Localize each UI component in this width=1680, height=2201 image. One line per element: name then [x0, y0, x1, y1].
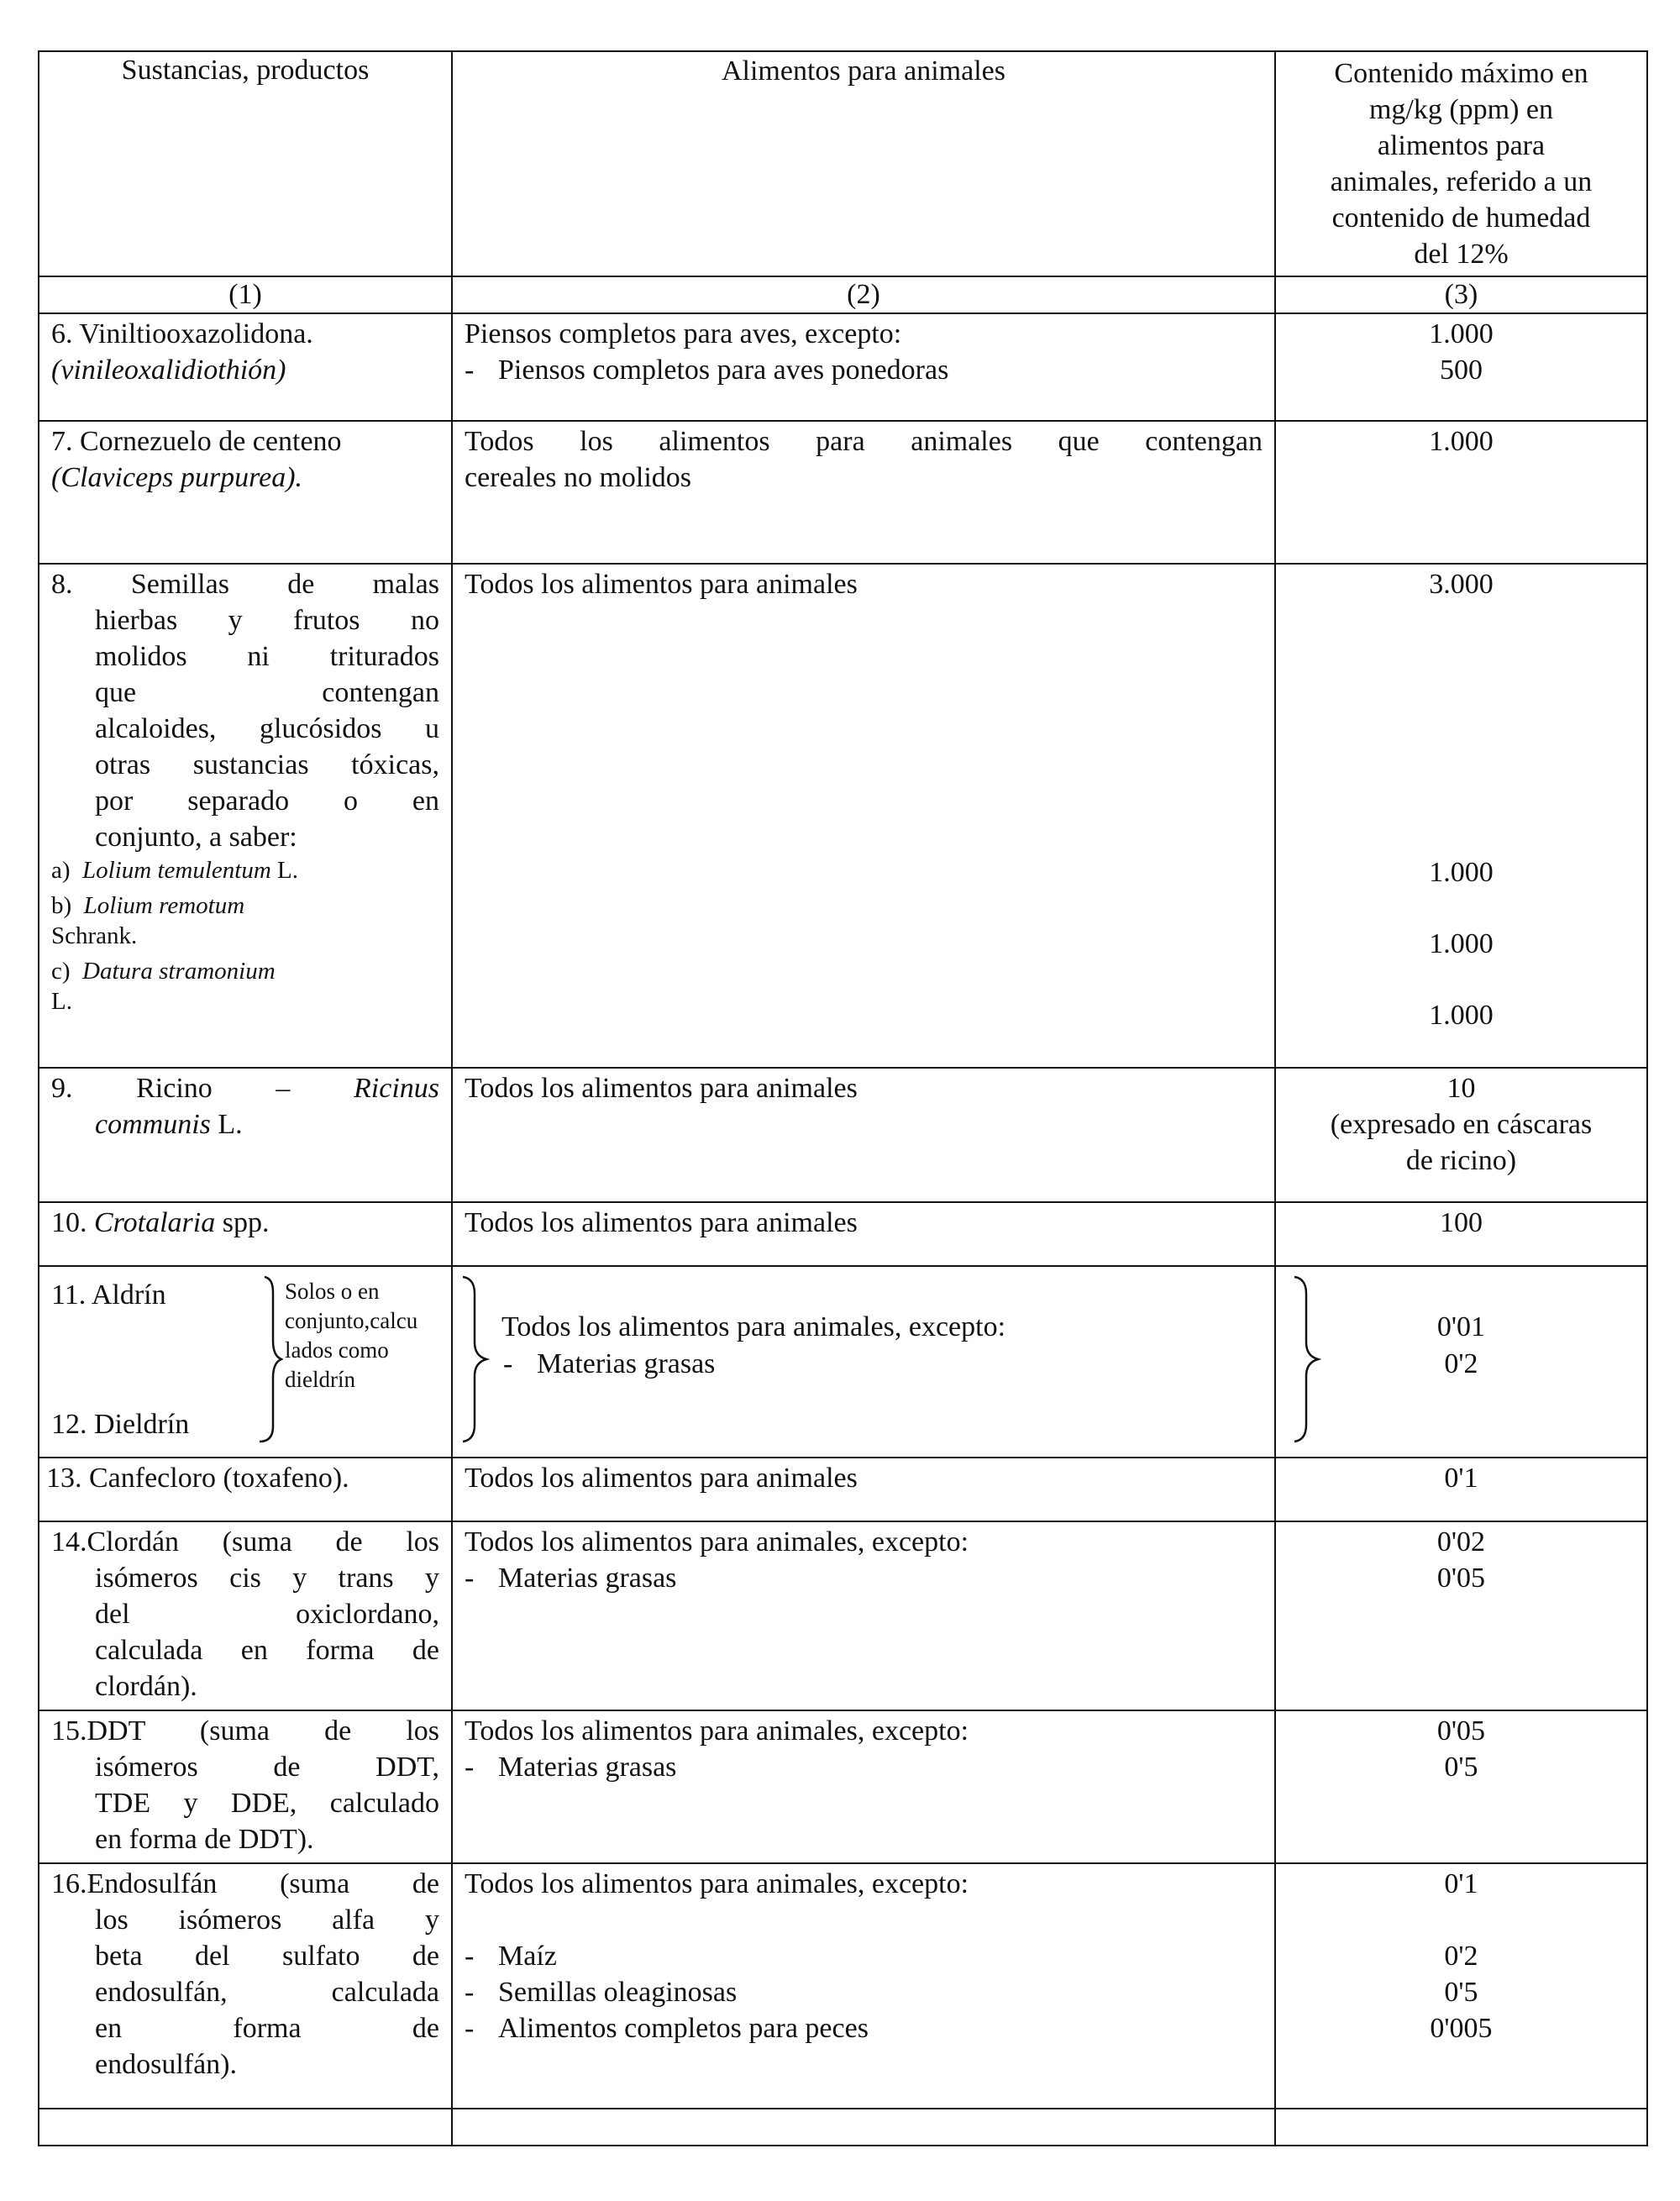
substance-line: 15.DDT (suma de los — [51, 1715, 439, 1747]
substance-cell — [39, 1266, 452, 1458]
feed-exception — [465, 1749, 1263, 1785]
empty-cell — [39, 2109, 452, 2146]
substance-name: 12. Dieldrín — [51, 1409, 190, 1440]
value: 0'05 — [1436, 1715, 1486, 1747]
substance-cell — [39, 1521, 452, 1710]
substance-line: endosulfán). — [95, 2049, 238, 2080]
table-row — [39, 1068, 1647, 1202]
feed-exception — [465, 352, 1263, 388]
species-author: Schrank. — [51, 922, 138, 949]
value: 0'01 — [1436, 1311, 1486, 1342]
sub-item-marker: a) — [51, 857, 71, 884]
substance-cell — [39, 1863, 452, 2109]
species-name: Crotalaria — [94, 1207, 216, 1238]
substance-line: que contengan — [95, 677, 439, 708]
header-max-line: animales, referido a un — [1330, 166, 1593, 197]
spacer — [465, 1902, 1263, 1938]
value-cell — [1275, 1068, 1647, 1202]
feed-exception — [465, 1560, 1263, 1596]
substance-alt-name: (vinileoxalidiothión) — [51, 355, 286, 386]
dash: - — [465, 1563, 475, 1594]
substance-line: calculada en forma de — [95, 1635, 439, 1666]
substance-line: endosulfán, calculada — [95, 1977, 439, 2008]
note-line: dieldrín — [285, 1367, 355, 1392]
feed-text: Todos los alimentos para animales — [465, 1073, 858, 1104]
substance-line: molidos ni triturados — [95, 641, 439, 672]
feed-exception-text: Materias grasas — [498, 1563, 677, 1594]
substance-cell — [39, 1202, 452, 1266]
empty-cell — [1275, 2109, 1647, 2146]
table-row — [39, 313, 1647, 421]
header-max-line: alimentos para — [1377, 130, 1546, 161]
feed-text: Todos los alimentos para animales, excepto: — [465, 1715, 969, 1747]
substance-line: 14.Clordán (suma de los — [51, 1526, 439, 1558]
value: 0'1 — [1444, 1868, 1478, 1899]
value-cell — [1275, 1266, 1647, 1458]
substance-name: 6. Viniltiooxazolidona. — [51, 318, 313, 349]
substance-line: del oxiclordano, — [95, 1599, 439, 1630]
substance-alt-name: (Claviceps purpurea). — [51, 462, 303, 493]
substance-line: otras sustancias tóxicas, — [95, 749, 439, 780]
dash: - — [465, 1977, 475, 2008]
header-max-line: Contenido máximo en — [1334, 58, 1588, 89]
feed-exception-text: Materias grasas — [537, 1348, 716, 1379]
feed-cell — [452, 1068, 1275, 1202]
table-row — [39, 1863, 1647, 2109]
feed-exception-text: Alimentos completos para peces — [498, 2013, 869, 2044]
feed-exception — [503, 1346, 715, 1382]
header-substances: Sustancias, productos — [39, 51, 452, 276]
value: 0'05 — [1436, 1563, 1486, 1594]
table-row — [39, 1458, 1647, 1521]
substance-line: alcaloides, glucósidos u — [95, 713, 439, 744]
substance-line — [51, 1070, 439, 1106]
feed-cell — [452, 1266, 1275, 1458]
species-author: L. — [51, 988, 72, 1015]
feed-exception — [465, 1938, 1263, 1974]
dash: - — [465, 355, 475, 386]
substance-line: beta del sulfato de — [95, 1941, 439, 1972]
species-author: L. — [277, 857, 298, 884]
feed-cell — [452, 1710, 1275, 1863]
value-cell — [1275, 1863, 1647, 2109]
species-name: Lolium remotum — [83, 892, 245, 919]
substance-cell — [39, 564, 452, 1068]
column-number-3: (3) — [1275, 276, 1647, 313]
substance-line: en forma de — [95, 2013, 439, 2044]
value: 0'2 — [1444, 1941, 1478, 1972]
dash: - — [503, 1348, 513, 1379]
value: 10 — [1446, 1073, 1476, 1104]
table-row — [39, 1710, 1647, 1863]
substance-number: 10. — [51, 1207, 87, 1238]
feed-exception-text: Maíz — [498, 1941, 557, 1972]
table-row — [39, 421, 1647, 564]
feed-cell — [452, 564, 1275, 1068]
value-cell — [1275, 1202, 1647, 1266]
substances-table — [38, 50, 1648, 2146]
sub-item-b — [51, 890, 439, 921]
note-line: Solos o en — [285, 1279, 380, 1304]
feed-text: Todos los alimentos para animales, excepto: — [501, 1311, 1006, 1342]
header-feed: Alimentos para animales — [452, 51, 1275, 276]
column-number-row — [39, 276, 1647, 313]
value-cell — [1275, 421, 1647, 564]
substance-line: por separado o en — [95, 785, 439, 817]
feed-cell — [452, 421, 1275, 564]
value-note: (expresado en cáscaras — [1330, 1109, 1593, 1140]
header-max-content — [1275, 51, 1647, 276]
substance-line: 8. Semillas de malas — [51, 569, 439, 600]
header-row — [39, 51, 1647, 276]
value-cell — [1275, 1521, 1647, 1710]
value: 0'2 — [1444, 1348, 1478, 1379]
feed-text: Todos los alimentos para animales — [465, 569, 858, 600]
value: 0'5 — [1444, 1752, 1478, 1783]
table-row — [39, 1521, 1647, 1710]
dash: - — [465, 1752, 475, 1783]
feed-text: Todos los alimentos para animales — [465, 1463, 858, 1494]
feed-text: Todos los alimentos para animales que contengan — [465, 426, 1263, 457]
value: 1.000 — [1429, 1000, 1494, 1031]
value: 1.000 — [1429, 928, 1494, 959]
value-cell — [1275, 564, 1647, 1068]
substance-cell — [39, 1068, 452, 1202]
feed-text: Todos los alimentos para animales, excepto: — [465, 1868, 969, 1899]
spacer — [1284, 1902, 1638, 1938]
feed-cell — [452, 1863, 1275, 2109]
dash: - — [465, 2013, 475, 2044]
substance-line: isómeros cis y trans y — [95, 1563, 439, 1594]
feed-cell — [452, 1458, 1275, 1521]
header-max-line: mg/kg (ppm) en — [1368, 94, 1554, 125]
sub-item-marker: c) — [51, 958, 71, 985]
brace-icon — [258, 1275, 283, 1443]
value: 500 — [1440, 355, 1483, 386]
feed-cell — [452, 313, 1275, 421]
substance-line — [51, 1106, 439, 1143]
column-number-1: (1) — [39, 276, 452, 313]
feed-cell — [452, 1521, 1275, 1710]
feed-text: Todos los alimentos para animales, excepto: — [465, 1526, 969, 1558]
species-suffix: spp. — [222, 1207, 270, 1238]
substance-cell — [39, 421, 452, 564]
value: 1.000 — [1429, 426, 1494, 457]
value-cell — [1275, 1710, 1647, 1863]
feed-exception-text: Piensos completos para aves ponedoras — [498, 355, 949, 386]
species-name: Lolium temulentum — [82, 857, 271, 884]
value: 100 — [1440, 1207, 1483, 1238]
table-row — [39, 564, 1647, 1068]
value: 0'02 — [1436, 1526, 1486, 1558]
substance-line: TDE y DDE, calculado — [95, 1788, 439, 1819]
feed-exception — [465, 1974, 1263, 2010]
empty-cell — [452, 2109, 1275, 2146]
substance-name: 7. Cornezuelo de centeno — [51, 426, 342, 457]
dash: - — [465, 1941, 475, 1972]
substance-line: los isómeros alfa y — [95, 1904, 439, 1936]
species-author: L. — [218, 1109, 243, 1140]
feed-text: cereales no molidos — [465, 462, 692, 493]
sub-item-a — [51, 855, 439, 885]
feed-text: Piensos completos para aves, excepto: — [465, 318, 902, 349]
table-row — [39, 1266, 1647, 1458]
value: 0'1 — [1444, 1463, 1478, 1494]
substance-name: 9. Ricino – — [51, 1073, 291, 1104]
species-name: communis — [95, 1109, 211, 1140]
calc-note — [285, 1277, 417, 1395]
header-max-line: contenido de humedad — [1331, 202, 1591, 234]
substance-line: hierbas y frutos no — [95, 605, 439, 636]
substance-line: conjunto, a saber: — [95, 822, 297, 853]
feed-text: Todos los alimentos para animales — [465, 1207, 858, 1238]
value: 1.000 — [1429, 857, 1494, 888]
species-name: Datura stramonium — [82, 958, 276, 985]
value: 3.000 — [1429, 569, 1494, 600]
sub-item-c — [51, 956, 439, 986]
note-line: conjunto,calcu — [285, 1308, 418, 1333]
sub-item-marker: b) — [51, 892, 72, 919]
substance-cell — [39, 1710, 452, 1863]
value: 0'5 — [1444, 1977, 1478, 2008]
substance-name: 13. Canfecloro (toxafeno). — [46, 1463, 349, 1494]
substance-line: 16.Endosulfán (suma de — [51, 1868, 439, 1899]
header-max-line: del 12% — [1414, 239, 1509, 270]
value: 1.000 — [1429, 318, 1494, 349]
substance-name: 11. Aldrín — [51, 1279, 166, 1311]
feed-exception — [465, 2010, 1263, 2046]
note-line: lados como — [285, 1337, 389, 1363]
empty-row — [39, 2109, 1647, 2146]
value-cell — [1275, 313, 1647, 421]
column-number-2: (2) — [452, 276, 1275, 313]
feed-exception-text: Semillas oleaginosas — [498, 1977, 738, 2008]
substance-cell — [39, 1458, 452, 1521]
substance-line — [51, 1205, 439, 1241]
species-name: Ricinus — [354, 1073, 439, 1104]
value-note: de ricino) — [1405, 1145, 1517, 1176]
substance-line: en forma de DDT). — [95, 1824, 314, 1855]
feed-exception-text: Materias grasas — [498, 1752, 677, 1783]
value: 0'005 — [1430, 2013, 1493, 2044]
substance-line: clordán). — [95, 1671, 197, 1702]
feed-cell — [452, 1202, 1275, 1266]
value-cell — [1275, 1458, 1647, 1521]
table-row — [39, 1202, 1647, 1266]
substance-cell — [39, 313, 452, 421]
brace-icon — [459, 1275, 490, 1443]
substance-line: isómeros de DDT, — [95, 1752, 439, 1783]
